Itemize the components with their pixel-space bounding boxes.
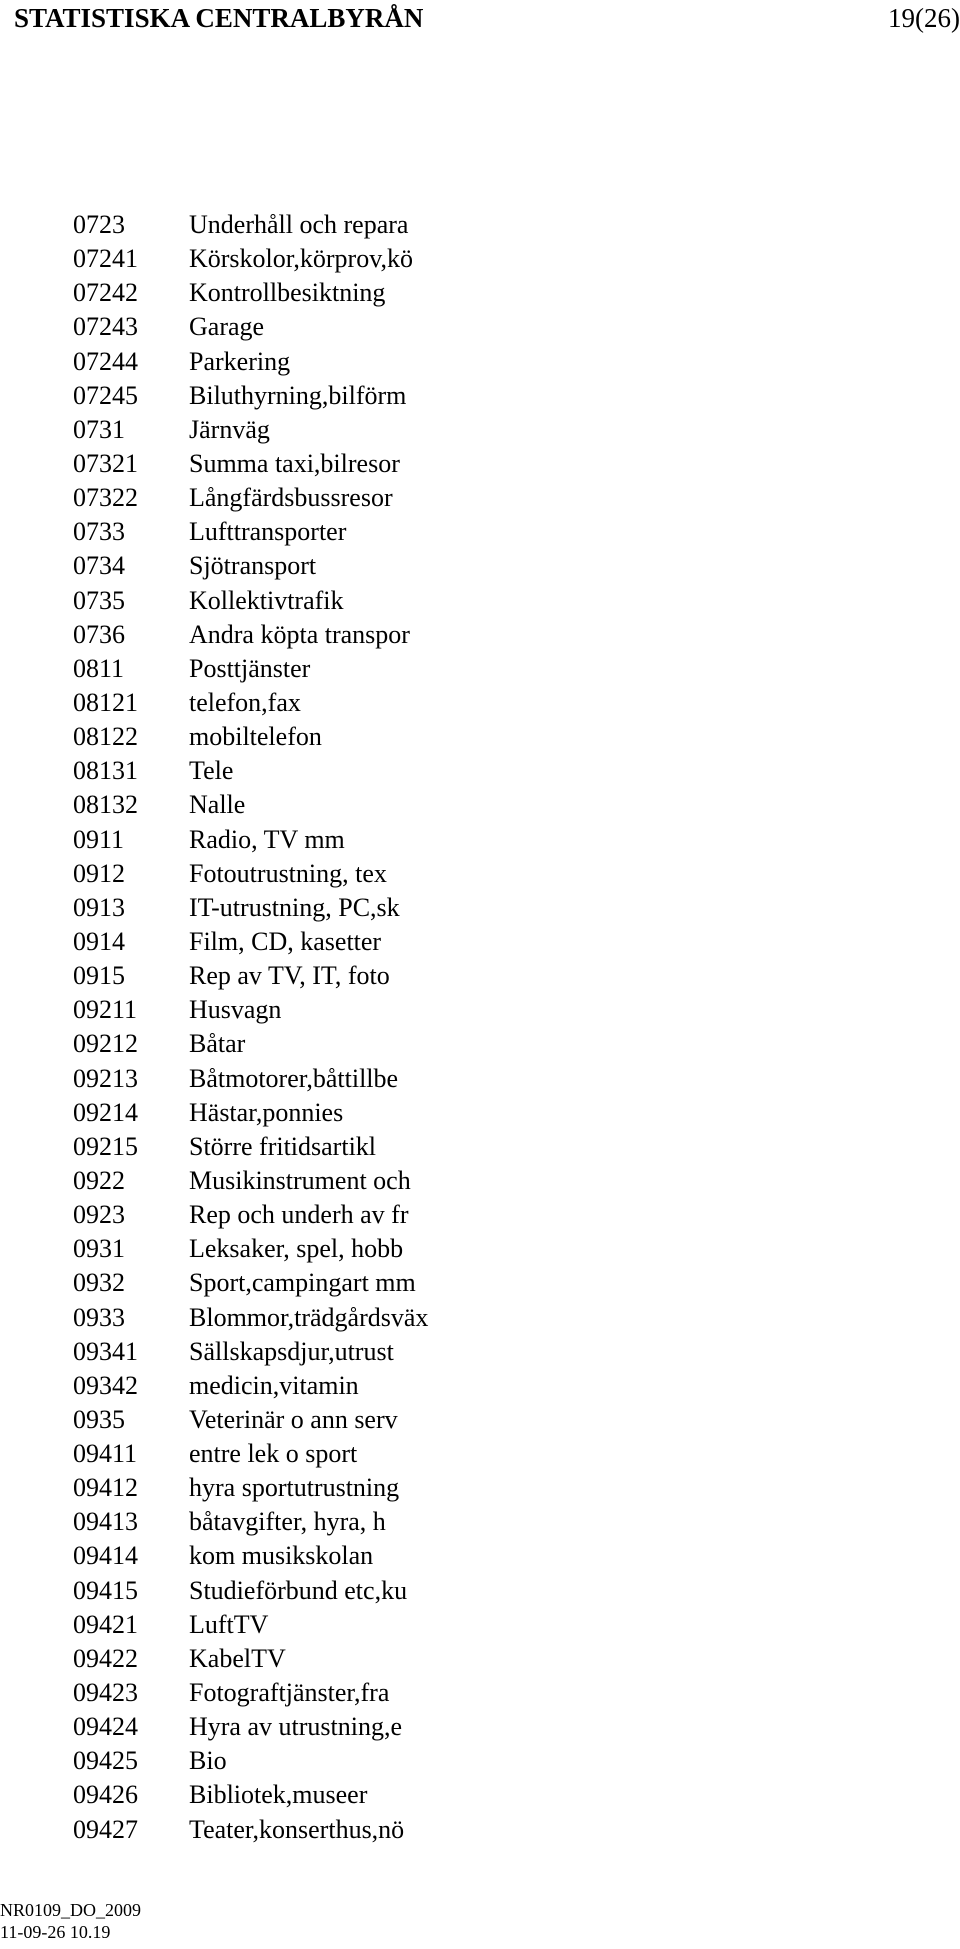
item-label: Kontrollbesiktning — [189, 278, 386, 308]
item-label: Kollektivtrafik — [189, 585, 344, 615]
item-code: 0912 — [73, 858, 125, 888]
item-label: Hyra av utrustning,e — [189, 1712, 403, 1742]
header-title: STATISTISKA CENTRALBYRÅN — [14, 3, 424, 33]
page-number: 19(26) — [888, 3, 960, 33]
item-code: 0723 — [73, 210, 125, 239]
list-item — [73, 1301, 428, 1335]
list-item — [73, 1744, 428, 1778]
item-label: Musikinstrument och — [189, 1165, 411, 1195]
item-code: 0733 — [73, 517, 125, 547]
item-label: Lufttransporter — [189, 517, 347, 547]
item-label: Posttjänster — [189, 653, 311, 683]
list-item — [73, 1505, 428, 1539]
item-code: 09341 — [73, 1336, 138, 1366]
item-code: 09212 — [73, 1029, 138, 1059]
list-item — [73, 1710, 428, 1744]
item-label: Film, CD, kasetter — [189, 926, 382, 956]
list-item — [73, 1164, 428, 1198]
list-item — [73, 1232, 428, 1266]
list-item — [73, 1437, 428, 1471]
item-code: 09411 — [73, 1439, 138, 1469]
item-label: Sällskapsdjur,utrust — [189, 1336, 394, 1366]
item-code: 09421 — [73, 1609, 138, 1639]
item-label: KabelTV — [189, 1643, 286, 1673]
item-label: telefon,fax — [189, 687, 301, 717]
item-code: 09342 — [73, 1370, 138, 1400]
list-item — [73, 1266, 428, 1300]
list-item — [73, 481, 428, 515]
item-code: 0935 — [73, 1404, 125, 1434]
item-label: Blommor,trädgårdsväx — [189, 1302, 429, 1332]
item-label: Tele — [189, 756, 234, 786]
item-code: 0932 — [73, 1268, 125, 1298]
list-item — [73, 857, 428, 891]
list-item — [73, 242, 428, 276]
item-code: 09213 — [73, 1063, 138, 1093]
item-label: hyra sportutrustning — [189, 1473, 400, 1503]
item-label: Långfärdsbussresor — [189, 483, 393, 513]
item-code: 09426 — [73, 1780, 138, 1810]
item-code: 0731 — [73, 414, 125, 444]
list-item — [73, 1539, 428, 1573]
item-code: 08131 — [73, 756, 138, 786]
item-label: Bio — [189, 1746, 227, 1776]
list-item — [73, 1198, 428, 1232]
item-code: 07241 — [73, 244, 138, 274]
item-code: 07242 — [73, 278, 138, 308]
item-code: 07243 — [73, 312, 138, 342]
list-item — [73, 1813, 428, 1847]
list-item — [73, 720, 428, 754]
item-label: Järnväg — [189, 414, 270, 444]
list-item — [73, 891, 428, 925]
item-label: Studieförbund etc,ku — [189, 1575, 408, 1605]
list-item — [73, 208, 428, 242]
item-code: 07322 — [73, 483, 138, 513]
item-label: IT-utrustning, PC,sk — [189, 892, 400, 922]
item-code: 07245 — [73, 380, 138, 410]
item-code: 09423 — [73, 1678, 138, 1708]
item-label: mobiltelefon — [189, 722, 322, 752]
item-code: 09214 — [73, 1097, 138, 1127]
item-label: Hästar,ponnies — [189, 1097, 344, 1127]
list-item — [73, 447, 428, 481]
item-code: 0811 — [73, 653, 125, 683]
item-label: Båtar — [189, 1029, 246, 1059]
list-item — [73, 1471, 428, 1505]
list-item — [73, 1608, 428, 1642]
footer — [0, 1899, 141, 1943]
list-item — [73, 515, 428, 549]
item-code: 09412 — [73, 1473, 138, 1503]
list-item — [73, 1403, 428, 1437]
list-item — [73, 1369, 428, 1403]
item-label: Underhåll och repara — [189, 210, 409, 239]
list-item — [73, 925, 428, 959]
item-label: Körskolor,körprov,kö — [189, 244, 414, 274]
item-code: 09215 — [73, 1131, 138, 1161]
list-item — [73, 686, 428, 720]
item-code: 07244 — [73, 346, 138, 376]
item-label: båtavgifter, hyra, h — [189, 1507, 386, 1537]
item-code: 0922 — [73, 1165, 125, 1195]
list-item — [73, 652, 428, 686]
list-item — [73, 788, 428, 822]
item-label: Garage — [189, 312, 265, 342]
list-item — [73, 310, 428, 344]
item-code: 0734 — [73, 551, 125, 581]
list-item — [73, 379, 428, 413]
item-label: Parkering — [189, 346, 291, 376]
list-item — [73, 1027, 428, 1061]
item-code: 09422 — [73, 1643, 138, 1673]
item-code: 0914 — [73, 926, 125, 956]
item-label: Båtmotorer,båttillbe — [189, 1063, 399, 1093]
list-item — [73, 1130, 428, 1164]
item-label: Husvagn — [189, 995, 282, 1025]
item-code: 08122 — [73, 722, 138, 752]
item-label: LuftTV — [189, 1609, 269, 1639]
list-item — [73, 1062, 428, 1096]
item-label: Rep och underh av fr — [189, 1200, 409, 1230]
item-code: 0923 — [73, 1200, 125, 1230]
item-code: 0931 — [73, 1234, 125, 1264]
item-label: Nalle — [189, 790, 246, 820]
item-code: 08121 — [73, 687, 138, 717]
list-item — [73, 413, 428, 447]
item-label: Bibliotek,museer — [189, 1780, 368, 1810]
item-label: Andra köpta transpor — [189, 619, 410, 649]
list-item — [73, 584, 428, 618]
item-label: Radio, TV mm — [189, 824, 345, 854]
list-item — [73, 1778, 428, 1812]
item-code: 09425 — [73, 1746, 138, 1776]
item-code: 0736 — [73, 619, 125, 649]
item-code: 09427 — [73, 1814, 138, 1844]
list-item — [73, 993, 428, 1027]
item-label: Biluthyrning,bilförm — [189, 380, 407, 410]
list-item — [73, 1335, 428, 1369]
item-label: kom musikskolan — [189, 1541, 374, 1571]
item-code: 09413 — [73, 1507, 138, 1537]
item-code: 08132 — [73, 790, 138, 820]
item-label: Sjötransport — [189, 551, 317, 581]
item-label: Fotograftjänster,fra — [189, 1678, 390, 1708]
code-list — [73, 208, 428, 1847]
list-item — [73, 1574, 428, 1608]
item-label: medicin,vitamin — [189, 1370, 359, 1400]
item-code: 07321 — [73, 448, 138, 478]
item-code: 09211 — [73, 995, 138, 1025]
item-label: Rep av TV, IT, foto — [189, 961, 390, 991]
list-item — [73, 1676, 428, 1710]
item-label: Fotoutrustning, tex — [189, 858, 387, 888]
footer-date: 11-09-26 10.19 — [0, 1922, 111, 1942]
item-code: 09414 — [73, 1541, 138, 1571]
list-item — [73, 754, 428, 788]
list-item — [73, 276, 428, 310]
item-label: entre lek o sport — [189, 1439, 358, 1469]
item-code: 0735 — [73, 585, 125, 615]
item-label: Summa taxi,bilresor — [189, 448, 400, 478]
item-label: Större fritidsartikl — [189, 1131, 377, 1161]
item-label: Sport,campingart mm — [189, 1268, 416, 1298]
list-item — [73, 823, 428, 857]
list-item — [73, 959, 428, 993]
item-code: 0915 — [73, 961, 125, 991]
list-item — [73, 618, 428, 652]
list-item — [73, 1642, 428, 1676]
item-label: Veterinär o ann serv — [189, 1404, 398, 1434]
item-code: 0933 — [73, 1302, 125, 1332]
item-code: 09424 — [73, 1712, 138, 1742]
list-item — [73, 549, 428, 583]
item-label: Leksaker, spel, hobb — [189, 1234, 404, 1264]
item-code: 0911 — [73, 824, 125, 854]
item-code: 0913 — [73, 892, 125, 922]
list-item — [73, 1096, 428, 1130]
footer-doc-id: NR0109_DO_2009 — [0, 1900, 142, 1920]
list-item — [73, 345, 428, 379]
item-code: 09415 — [73, 1575, 138, 1605]
item-label: Teater,konserthus,nö — [189, 1814, 405, 1844]
